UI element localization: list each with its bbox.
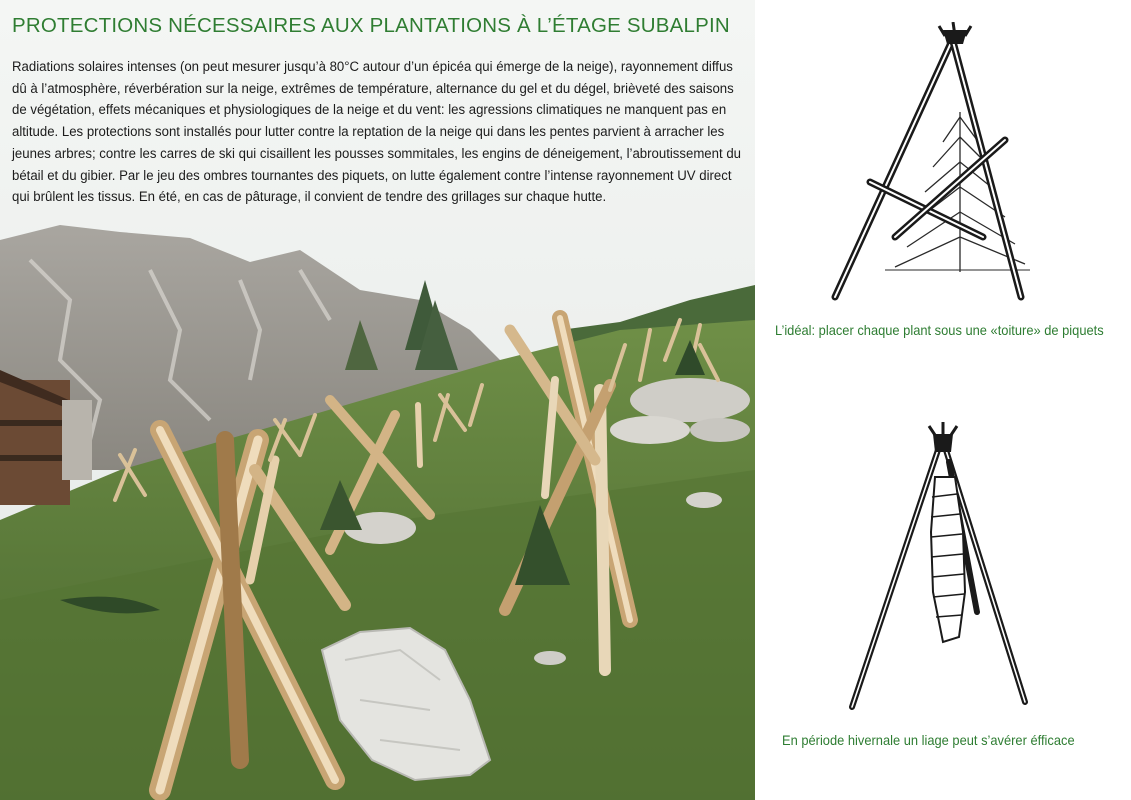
page-title: PROTECTIONS NÉCESSAIRES AUX PLANTATIONS À L’ÉTAGE SUBALPIN [12, 14, 730, 37]
tied-stakes-tripod-illustration [837, 422, 1037, 712]
intro-paragraph: Radiations solaires intenses (on peut mesurer jusqu’à 80°C autour d’un épicéa qui émerge de la neige), rayonnement diffus dû à l’atmosphère, réverbération sur la neige, extrêmes de température, alternance du gel et du dégel, brièveté des saisons de végétation, effets mécaniques et physiologiques de la neige et du vent: les agressions climatiques ne manquent pas en altitude. Les protections sont installés pour lutter contre la reptation de la neige qui dans les pentes parvient à arracher les jeunes arbres; contre les carres de ski qui cisaillent les pousses sommitales, les engins de déneigement, l’abroutissement du bétail et du gibier. Par le jeu des ombres tournantes des piquets, on lutte également contre l’intense rayonnement UV direct qui brûlent les tissus. En été, en cas de pâturage, il convient de tendre des grillages sur chaque hutte. [12, 59, 742, 206]
caption-bottom: En période hivernale un liage peut s’avérer éfficace [782, 732, 1075, 748]
illustrations-panel [755, 0, 1131, 800]
caption-top: L’idéal: placer chaque plant sous une «toiture» de piquets [775, 322, 1104, 338]
stake-roof-over-sapling-illustration [825, 22, 1035, 307]
